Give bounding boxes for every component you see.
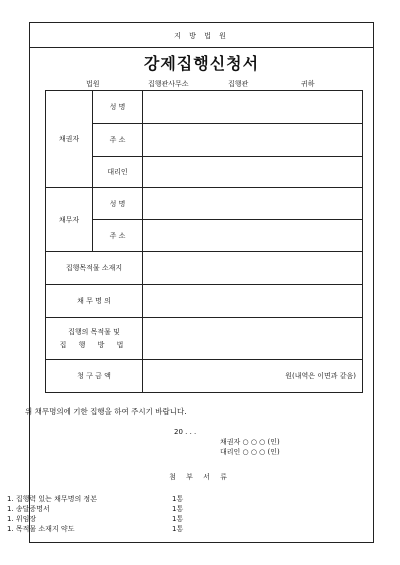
application-table <box>45 90 363 393</box>
attachment-qty: 1통 <box>172 525 184 533</box>
attachment-qty: 1통 <box>172 495 184 503</box>
agent-signature: 대리인 ○ ○ ○ (인) <box>220 448 280 456</box>
debtor-address-label: 주 소 <box>93 220 143 252</box>
debtor-group-label: 채무자 <box>46 188 93 252</box>
amount-label: 청 구 금 액 <box>46 360 143 393</box>
attachments-quantities <box>172 494 183 534</box>
purpose-label <box>46 318 143 360</box>
attachments-list <box>7 494 97 534</box>
attachment-item: 1. 목적물 소재지 약도 <box>7 525 75 533</box>
purpose-label-line1: 집행의 목적물 및 <box>68 328 120 336</box>
form-title: 강제집행신청서 <box>143 54 260 73</box>
creditor-agent-field[interactable] <box>143 157 363 188</box>
request-statement: 위 채무명의에 기한 집행을 하여 주시기 바랍니다. <box>25 407 187 416</box>
creditor-address-label: 주 소 <box>93 124 143 157</box>
amount-field[interactable]: 원(내역은 이면과 같음) <box>143 360 363 393</box>
attachments-title: 첨 부 서 류 <box>169 473 231 481</box>
debtor-name-field[interactable] <box>143 188 363 220</box>
creditor-group-label: 채권자 <box>46 91 93 188</box>
attachment-item: 1. 송달증명서 <box>7 505 50 513</box>
creditor-name-field[interactable] <box>143 91 363 124</box>
attachment-item: 1. 위임장 <box>7 515 37 523</box>
title-label: 채 무 명 의 <box>46 285 143 318</box>
addressee-office: 집행관사무소 <box>148 80 189 88</box>
signature-block <box>220 437 280 457</box>
form-frame <box>29 22 374 543</box>
addressee-court: 법원 <box>86 80 100 88</box>
date-line: 20 . . . <box>174 428 197 436</box>
title-field[interactable] <box>143 285 363 318</box>
court-heading: 지 방 법 원 <box>174 32 229 40</box>
creditor-address-field[interactable] <box>143 124 363 157</box>
debtor-address-field[interactable] <box>143 220 363 252</box>
addressee-honorific: 귀하 <box>301 80 315 88</box>
attachment-qty: 1통 <box>172 515 184 523</box>
attachment-qty: 1통 <box>172 505 184 513</box>
purpose-label-line2: 집 행 방 법 <box>59 341 129 349</box>
location-field[interactable] <box>143 252 363 285</box>
creditor-signature: 채권자 ○ ○ ○ (인) <box>220 438 280 446</box>
header-divider <box>30 47 373 48</box>
creditor-agent-label: 대리인 <box>93 157 143 188</box>
purpose-field[interactable] <box>143 318 363 360</box>
debtor-name-label: 성 명 <box>93 188 143 220</box>
location-label: 집행목적물 소재지 <box>46 252 143 285</box>
addressee-officer: 집행관 <box>228 80 249 88</box>
attachment-item: 1. 집행력 있는 채무명의 정본 <box>7 495 97 503</box>
creditor-name-label: 성 명 <box>93 91 143 124</box>
